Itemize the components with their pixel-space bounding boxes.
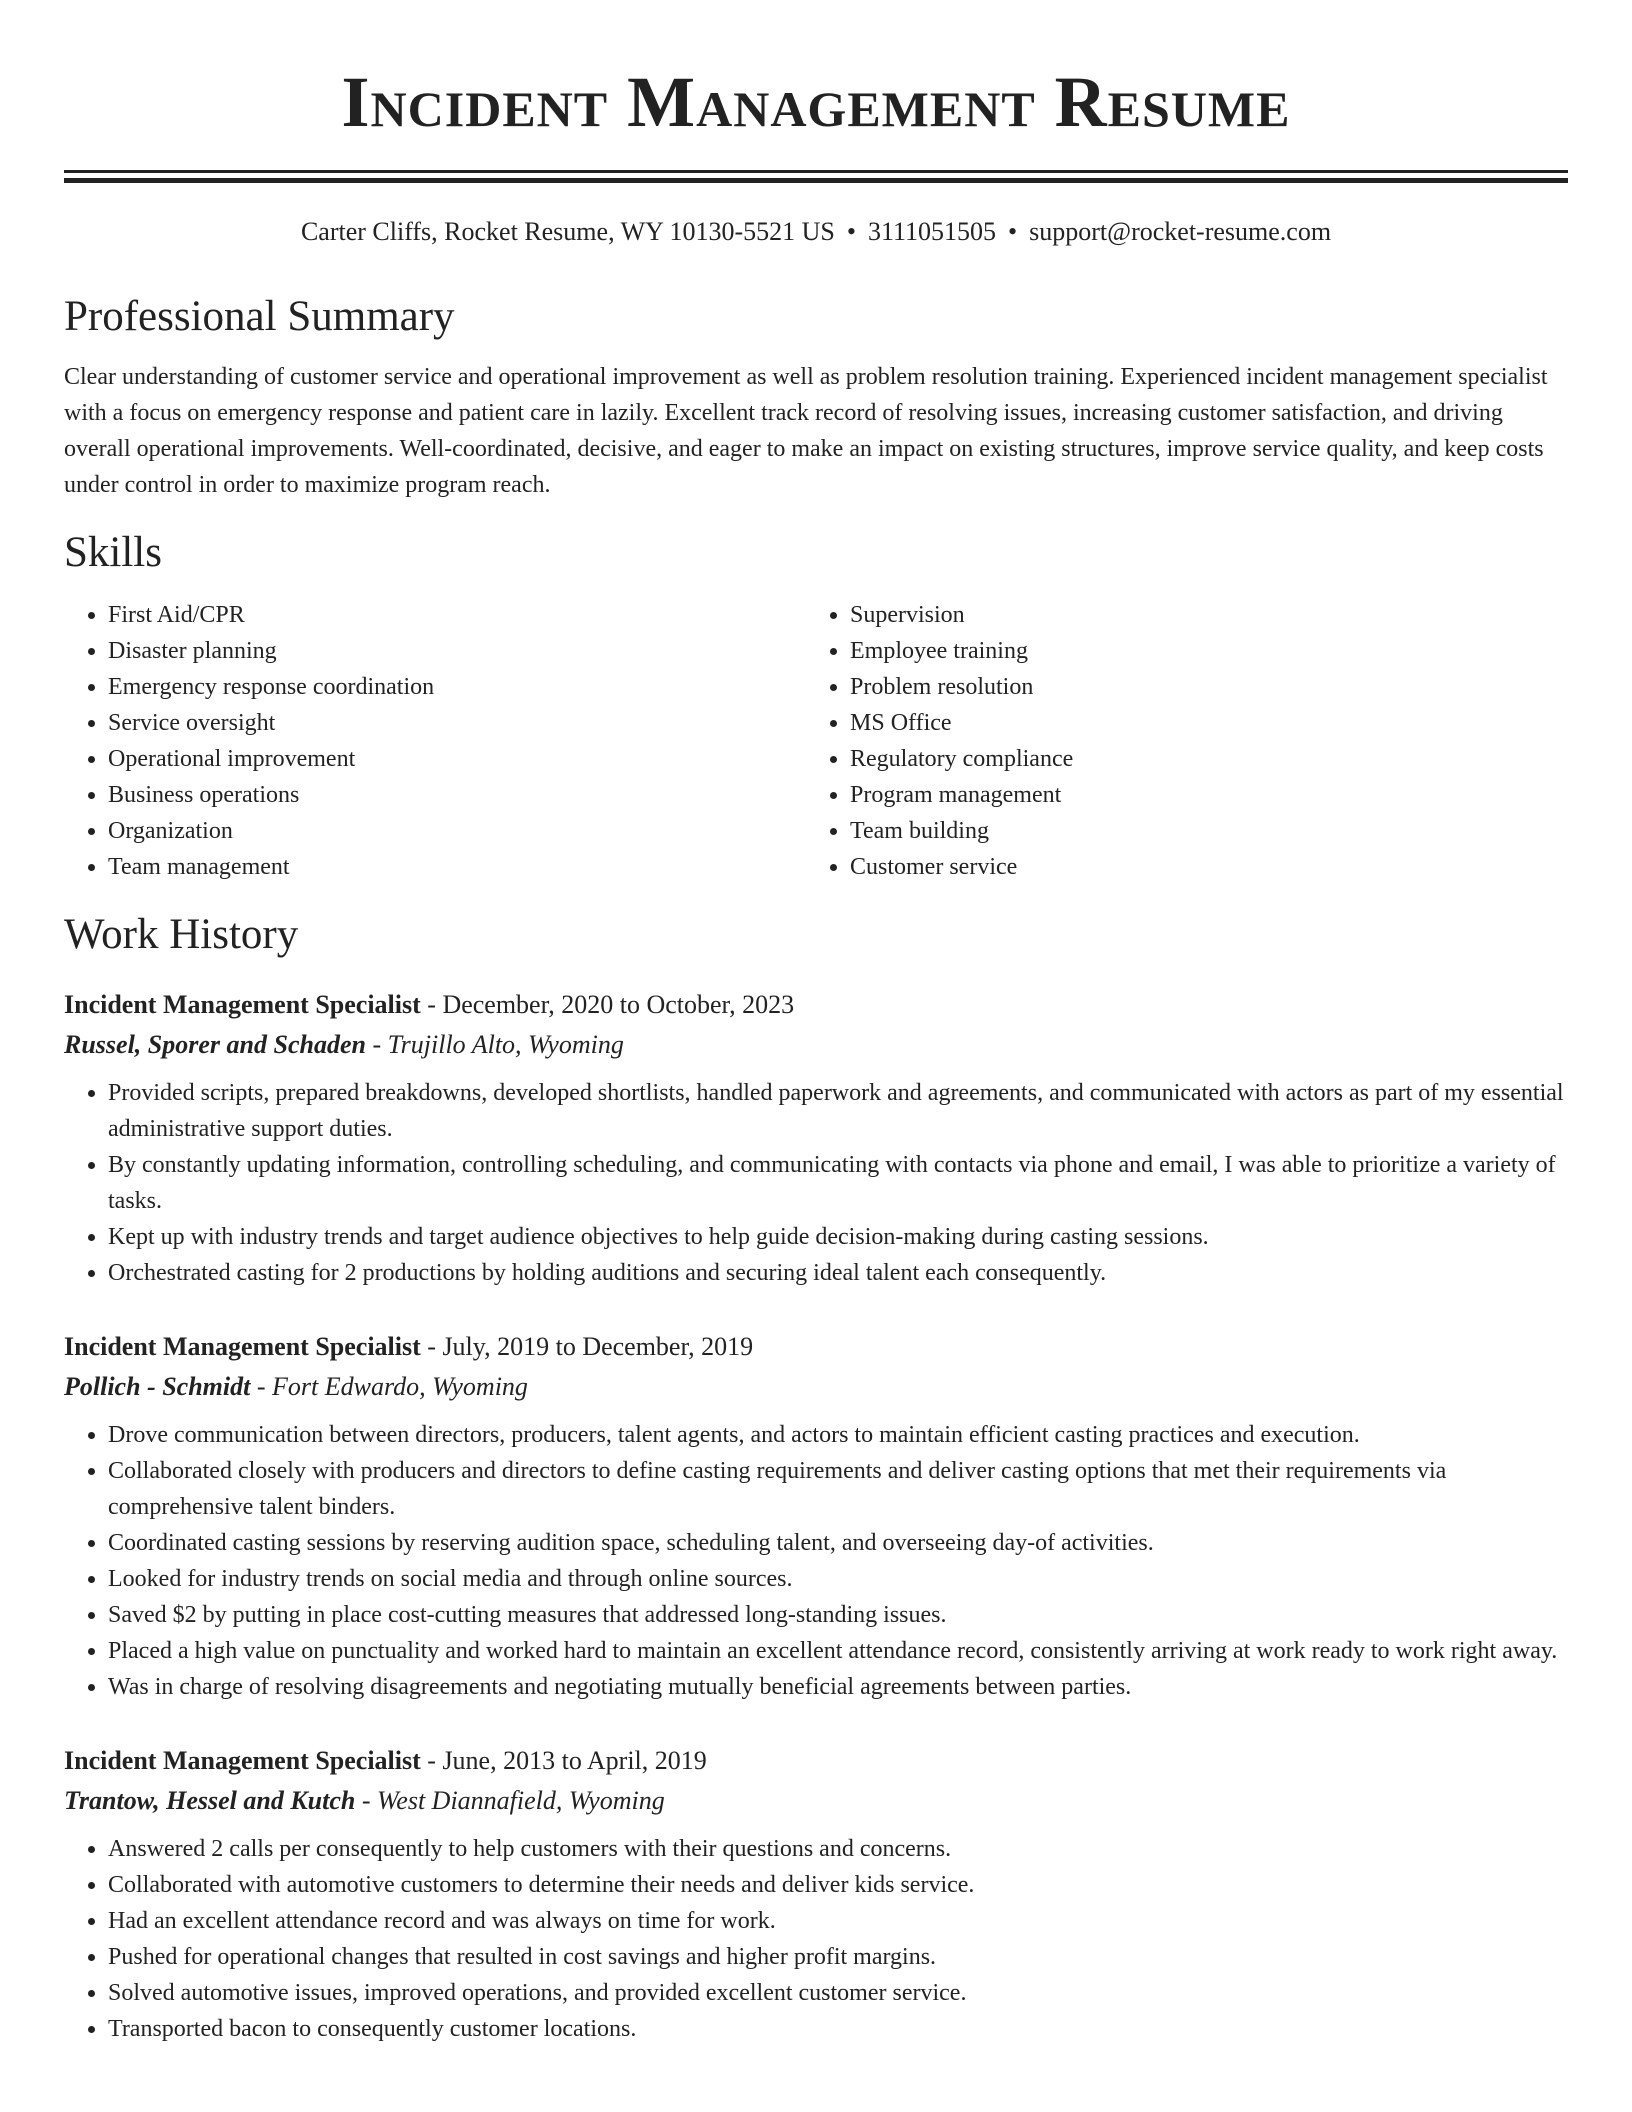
- skill-item: • Employee training: [850, 633, 1548, 669]
- skill-item: • Supervision: [850, 597, 1548, 633]
- contact-email: support@rocket-resume.com: [1029, 217, 1332, 246]
- duty-item: • Orchestrated casting for 2 productions by holding auditions and securing ideal talent each consequently.: [108, 1255, 1568, 1291]
- duty-item: • Coordinated casting sessions by reserving audition space, scheduling talent, and overseeing day-of activities.: [108, 1525, 1568, 1561]
- title-divider-bottom: [64, 178, 1568, 183]
- job-entry: [64, 1741, 1568, 2047]
- duty-item: • Saved $2 by putting in place cost-cutting measures that addressed long-standing issues.: [108, 1597, 1568, 1633]
- skill-item: • Team building: [850, 813, 1548, 849]
- job-dash: -: [355, 1786, 378, 1815]
- title-divider-top: [64, 170, 1568, 173]
- skill-item: • Organization: [108, 813, 806, 849]
- summary-heading: Professional Summary: [64, 293, 455, 340]
- contact-phone: 3111051505: [867, 217, 997, 246]
- skill-item: • First Aid/CPR: [108, 597, 806, 633]
- job-company: Russel, Sporer and Schaden: [64, 1030, 366, 1059]
- duty-item: • Was in charge of resolving disagreements and negotiating mutually beneficial agreements between parties.: [108, 1669, 1568, 1705]
- job-employer: [64, 1367, 1568, 1407]
- duty-item: • Pushed for operational changes that resulted in cost savings and higher profit margins.: [108, 1939, 1568, 1975]
- skill-item: • Disaster planning: [108, 633, 806, 669]
- job-header: [64, 1741, 1568, 1781]
- duty-item: • Answered 2 calls per consequently to help customers with their questions and concerns.: [108, 1831, 1568, 1867]
- job-entry: [64, 1327, 1568, 1705]
- skills-column-left: [64, 597, 806, 885]
- skill-item: • Operational improvement: [108, 741, 806, 777]
- job-dates: July, 2019 to December, 2019: [442, 1332, 754, 1361]
- job-duties: [64, 1831, 1568, 2047]
- job-dash: -: [365, 1030, 388, 1059]
- contact-line: [64, 215, 1568, 249]
- job-dash: -: [250, 1372, 273, 1401]
- skills-list: [64, 597, 1568, 885]
- contact-separator: •: [1008, 217, 1018, 246]
- job-header: [64, 985, 1568, 1025]
- duty-item: • Kept up with industry trends and target audience objectives to help guide decision-making during casting sessions.: [108, 1219, 1568, 1255]
- skill-item: • Emergency response coordination: [108, 669, 806, 705]
- duty-item: • Collaborated closely with producers and directors to define casting requirements and deliver casting options that met their requirements via comprehensive talent binders.: [108, 1453, 1568, 1525]
- job-location: Trujillo Alto, Wyoming: [387, 1030, 624, 1059]
- skills-heading: Skills: [64, 529, 162, 576]
- job-company: Trantow, Hessel and Kutch: [64, 1786, 356, 1815]
- skill-item: • Program management: [850, 777, 1548, 813]
- skills-column-right: [806, 597, 1548, 885]
- duty-item: • By constantly updating information, controlling scheduling, and communicating with contacts via phone and email, I was able to prioritize a variety of tasks.: [108, 1147, 1568, 1219]
- skill-item: • Problem resolution: [850, 669, 1548, 705]
- job-company: Pollich - Schmidt: [64, 1372, 251, 1401]
- contact-separator: •: [846, 217, 856, 246]
- skill-item: • Regulatory compliance: [850, 741, 1548, 777]
- job-dates: June, 2013 to April, 2019: [442, 1746, 707, 1775]
- job-employer: [64, 1025, 1568, 1065]
- job-entry: [64, 985, 1568, 1291]
- job-dash: -: [420, 1332, 443, 1361]
- job-dates: December, 2020 to October, 2023: [442, 990, 795, 1019]
- job-role: Incident Management Specialist: [64, 1332, 421, 1361]
- skill-item: • Team management: [108, 849, 806, 885]
- job-role: Incident Management Specialist: [64, 990, 421, 1019]
- skill-item: • Customer service: [850, 849, 1548, 885]
- resume-title: Incident Management Resume: [341, 62, 1291, 142]
- duty-item: • Had an excellent attendance record and was always on time for work.: [108, 1903, 1568, 1939]
- duty-item: • Drove communication between directors, producers, talent agents, and actors to maintain efficient casting practices and execution.: [108, 1417, 1568, 1453]
- summary-text: Clear understanding of customer service and operational improvement as well as problem resolution training. Experienced incident management specialist with a focus on emergency response and patient care in lazily. Excellent track record of resolving issues, increasing customer satisfaction, and driving overall operational improvements. Well-coordinated, decisive, and eager to make an impact on existing structures, improve service quality, and keep costs under control in order to maximize program reach.: [64, 364, 1548, 498]
- skill-item: • Business operations: [108, 777, 806, 813]
- duty-item: • Looked for industry trends on social media and through online sources.: [108, 1561, 1568, 1597]
- job-dash: -: [420, 990, 443, 1019]
- duty-item: • Provided scripts, prepared breakdowns, developed shortlists, handled paperwork and agreements, and communicated with actors as part of my essential administrative support duties.: [108, 1075, 1568, 1147]
- duty-item: • Solved automotive issues, improved operations, and provided excellent customer service.: [108, 1975, 1568, 2011]
- job-employer: [64, 1781, 1568, 1821]
- contact-address: Carter Cliffs, Rocket Resume, WY 10130-5521 US: [300, 217, 835, 246]
- job-location: Fort Edwardo, Wyoming: [272, 1372, 528, 1401]
- job-duties: [64, 1417, 1568, 1705]
- skill-item: • MS Office: [850, 705, 1548, 741]
- skill-item: • Service oversight: [108, 705, 806, 741]
- duty-item: • Transported bacon to consequently customer locations.: [108, 2011, 1568, 2047]
- job-location: West Diannafield, Wyoming: [377, 1786, 665, 1815]
- job-header: [64, 1327, 1568, 1367]
- duty-item: • Collaborated with automotive customers to determine their needs and deliver kids service.: [108, 1867, 1568, 1903]
- job-role: Incident Management Specialist: [64, 1746, 421, 1775]
- job-dash: -: [420, 1746, 443, 1775]
- work-history-heading: Work History: [64, 911, 299, 958]
- duty-item: • Placed a high value on punctuality and worked hard to maintain an excellent attendance record, consistently arriving at work ready to work right away.: [108, 1633, 1568, 1669]
- job-duties: [64, 1075, 1568, 1291]
